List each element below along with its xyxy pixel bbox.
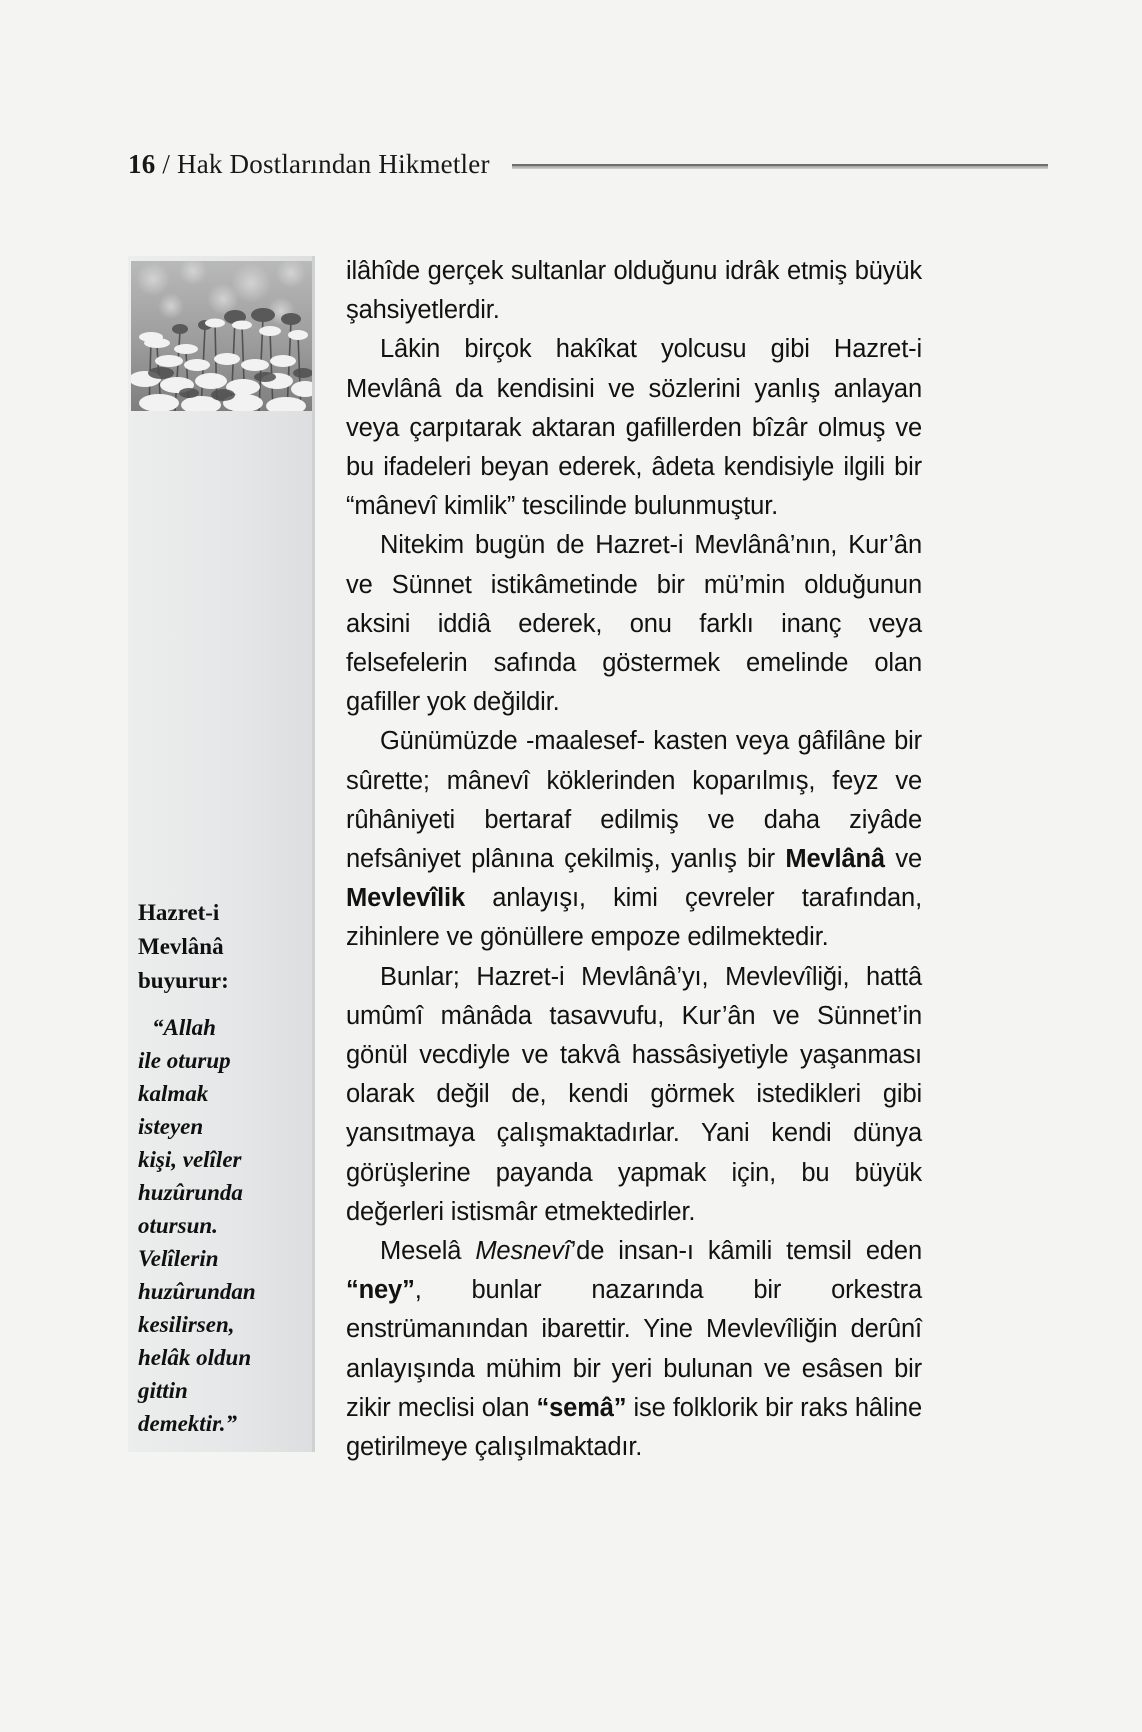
paragraph-text: ve [884,845,922,874]
quote-line: “Allah [152,1015,216,1040]
page-number: 16 [128,148,156,179]
sidebar-column [128,256,312,1452]
quote-line: gittin [138,1378,188,1403]
quote-line: demektir.” [138,1411,238,1436]
sidebar-heading-line: buyurur: [138,968,229,993]
paragraph-text: ’de insan-ı kâmili temsil eden [570,1237,922,1266]
sidebar-pull-quote [138,1011,302,1440]
emphasis-ney: “ney” [346,1276,415,1305]
paragraph: Nitekim bugün de Hazret-i Mevlânâ’nın, Kur’ân ve Sünnet istikâmetinde bir mü’min olduğunun aksini iddiâ ederek, onu farklı inanç veya felsefelerin safında göstermek emelinde olan gafiller yok değildir. [346,531,922,717]
quote-line: Velîlerin [138,1246,219,1271]
paragraph-text: ise folklorik bir raks hâline getirilmeye çalışılmaktadır. [346,1393,923,1462]
emphasis-mevlevilik: Mevlevîlik [346,884,465,913]
title-mesnevi: Mesnevî [475,1237,571,1266]
quote-line: helâk oldun [138,1345,252,1370]
emphasis-mevlana: Mevlânâ [785,845,885,874]
header-rule [512,164,1048,169]
photo-graphic [131,261,312,411]
paragraph: ilâhîde gerçek sultanlar olduğunu idrâk etmiş büyük şahsiyetlerdir. [346,257,922,325]
body-text-column [346,252,922,1467]
quote-line: kalmak [138,1081,209,1106]
emphasis-sema: “semâ” [536,1393,627,1422]
sidebar-heading-line: Hazret-i [138,900,220,925]
quote-line: isteyen [138,1114,204,1139]
paragraph: Bunlar; Hazret-i Mevlânâ’yı, Mevlevîliği, hattâ umûmî mânâda tasavvufu, Kur’ân ve Sünnet’in gönül vecdiyle ve takvâ hassâsiyetiyle yaşanması olarak değil de, kendi görmek istedikleri gibi yansıtmaya çalışmaktadırlar. Yani kendi dünya görüşlerine payanda yapmak için, bu büyük değerleri istismâr etmektedirler. [346,962,922,1226]
header-separator: / [162,148,171,179]
running-header [128,142,1048,186]
book-title: Hak Dostlarından Hikmetler [177,148,490,179]
daisy-field-photo [131,261,312,411]
paragraph-text: Meselâ [380,1237,476,1266]
running-header-text [128,149,490,180]
paragraph-text: , bunlar nazarında bir orkestra enstrümanından ibarettir. Yine Mevlevîliğin derûnî anlayışında mühim bir yeri bulunan ve esâsen bir zikir meclisi olan [346,1276,922,1422]
quote-line: otursun. [138,1213,218,1238]
quote-line: kişi, velîler [138,1147,242,1172]
paragraph-text: Günümüzde -maalesef- kasten veya gâfilâne bir sûrette; mânevî köklerinden koparılmış, feyz ve rûhâniyeti bertaraf edilmiş ve daha ziyâde nefsâniyet plânına çekilmiş, yanlış bir [346,727,922,874]
quote-line: kesilirsen, [138,1312,235,1337]
paragraph-text: anlayışı, kimi çevreler tarafından, zihinlere ve gönüllere empoze edilmektedir. [346,884,922,952]
paragraph [346,1232,922,1467]
paragraph [346,722,922,957]
quote-line: ile oturup [138,1048,231,1073]
quote-line: huzûrundan [138,1279,256,1304]
sidebar-heading [138,896,298,998]
sidebar-divider [312,256,315,1452]
sidebar-heading-line: Mevlânâ [138,934,224,959]
quote-line: huzûrunda [138,1180,243,1205]
paragraph: Lâkin birçok hakîkat yolcusu gibi Hazret-i Mevlânâ da kendisini ve sözlerini yanlış anlayan veya çarpıtarak aktaran gafillerden bîzâr olmuş ve bu ifadeleri beyan ederek, âdeta kendisiyle ilgili bir “mânevî kimlik” tescilinde bulunmuştur. [346,335,922,521]
